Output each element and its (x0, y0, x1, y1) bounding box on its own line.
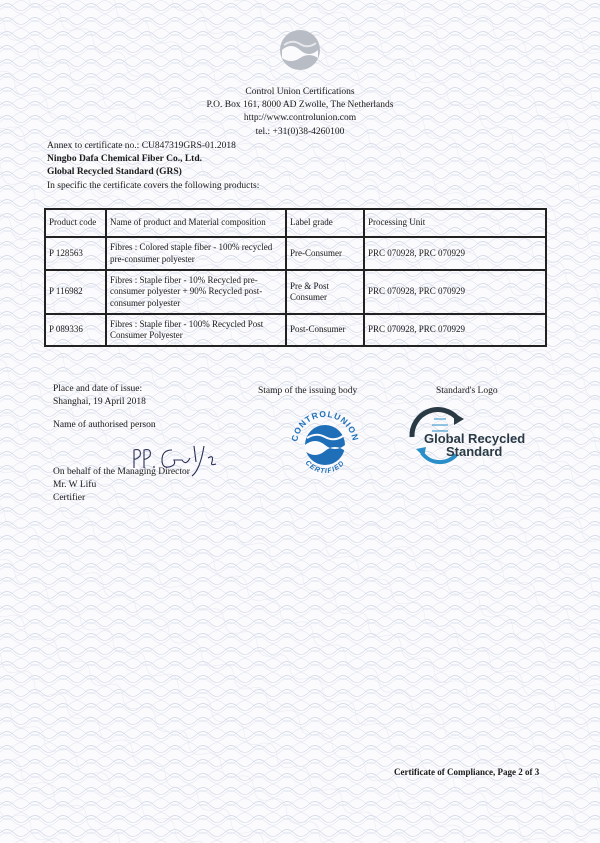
cell-label-grade: Pre-Consumer (286, 237, 364, 270)
issue-place-date: Shanghai, 19 April 2018 (53, 397, 146, 408)
signatory-name: Mr. W Lifu (53, 480, 97, 491)
table-row (45, 270, 546, 314)
annex-reference: Annex to certificate no.: CU847319GRS-01.2018 (47, 141, 236, 151)
table-row (45, 314, 546, 346)
cell-processing-unit: PRC 070928, PRC 070929 (364, 270, 546, 314)
signatory-block (53, 466, 190, 506)
issue-label: Place and date of issue: (53, 384, 143, 394)
authorised-person-label: Name of authorised person (53, 420, 156, 430)
stamp-ring-top: CONTROLUNION (289, 408, 361, 443)
table-row (45, 237, 546, 270)
issuer-address-block (0, 86, 600, 139)
standard-name: Global Recycled Standard (GRS) (47, 167, 182, 178)
stamp-label: Stamp of the issuing body (258, 386, 358, 396)
stamp-ring-bottom: CERTIFIED (303, 459, 347, 476)
control-union-certified-stamp-icon (285, 405, 365, 485)
issue-block (53, 383, 146, 409)
cell-label-grade: Pre & Post Consumer (286, 270, 364, 314)
header-product-name: Name of product and Material composition (106, 209, 286, 237)
header-processing-unit: Processing Unit (364, 209, 546, 237)
annex-block (47, 140, 259, 193)
grs-logo-line2: Standard (446, 444, 503, 459)
signatory-role: Certifier (53, 493, 86, 504)
page-footer: Certificate of Compliance, Page 2 of 3 (394, 767, 540, 777)
issuer-phone: tel.: +31(0)38-4260100 (255, 126, 345, 137)
issuer-name: Control Union Certifications (245, 87, 355, 97)
cell-product-code: P 116982 (45, 270, 106, 314)
cell-product-name: Fibres : Colored staple fiber - 100% recycled pre-consumer polyester (106, 237, 286, 270)
products-table (44, 208, 547, 347)
control-union-emblem-icon (278, 28, 322, 72)
cell-product-code: P 089336 (45, 314, 106, 346)
header-label-grade: Label grade (286, 209, 364, 237)
issuer-website: http://www.controlunion.com (243, 113, 357, 124)
standard-logo-label: Standard's Logo (436, 386, 498, 396)
cell-processing-unit: PRC 070928, PRC 070929 (364, 314, 546, 346)
cell-product-name: Fibres : Staple fiber - 100% Recycled Post Consumer Polyester (106, 314, 286, 346)
header-product-code: Product code (45, 209, 106, 237)
table-header-row (45, 209, 546, 237)
grs-logo-line1: Global Recycled (424, 431, 526, 446)
signatory-on-behalf: On behalf of the Managing Director (53, 467, 190, 477)
cell-processing-unit: PRC 070928, PRC 070929 (364, 237, 546, 270)
cell-label-grade: Post-Consumer (286, 314, 364, 346)
cell-product-code: P 128563 (45, 237, 106, 270)
issuer-address: P.O. Box 161, 8000 AD Zwolle, The Netherlands (206, 100, 394, 111)
cell-product-name: Fibres : Staple fiber - 10% Recycled pre-consumer polyester + 90% Recycled post-consumer polyester (106, 270, 286, 314)
global-recycled-standard-logo-icon (404, 405, 530, 465)
annex-intro: In specific the certificate covers the following products: (47, 180, 260, 191)
company-name: Ningbo Dafa Chemical Fiber Co., Ltd. (47, 154, 202, 165)
